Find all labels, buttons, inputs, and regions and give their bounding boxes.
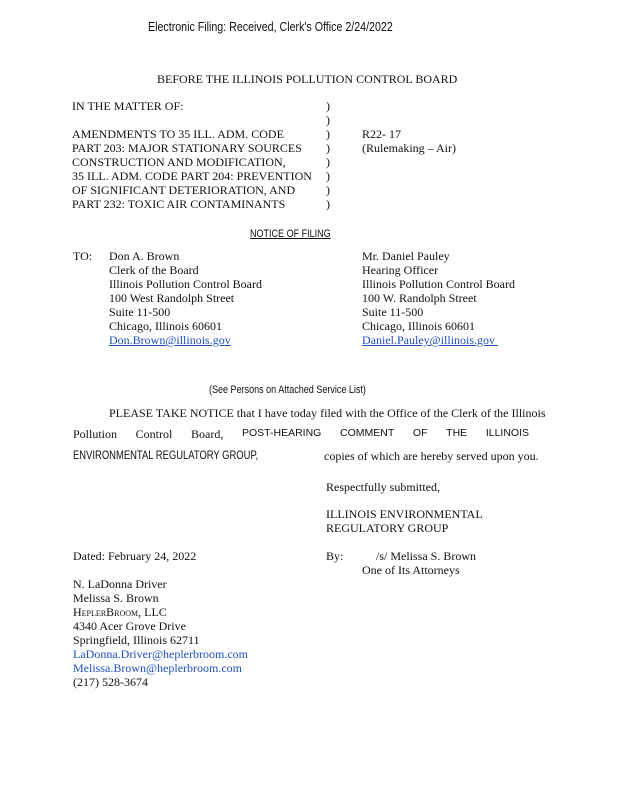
notice-heading xyxy=(250,228,382,240)
filing-title-word: ILLINOIS xyxy=(485,427,529,439)
recipient-title: Clerk of the Board xyxy=(109,263,199,277)
body-word: Board, xyxy=(191,427,224,441)
case-type: (Rulemaking – Air) xyxy=(362,141,456,155)
recipient-address: 100 West Randolph Street xyxy=(109,291,235,305)
caption-line: PART 203: MAJOR STATIONARY SOURCES xyxy=(72,141,302,155)
firm-city: Springfield, Illinois 62711 xyxy=(73,633,200,647)
caption-line: PART 232: TOXIC AIR CONTAMINANTS xyxy=(72,197,286,211)
counsel-contact xyxy=(73,577,248,689)
caption-line: 35 ILL. ADM. CODE PART 204: PREVENTION xyxy=(72,169,312,183)
filing-title-word: OF xyxy=(412,427,428,439)
signing-organization xyxy=(326,507,483,535)
case-number: R22- 17 xyxy=(362,127,401,141)
notice-body-line-2 xyxy=(73,427,529,442)
to-label: TO: xyxy=(73,249,93,263)
filing-title-org: ENVIRONMENTAL REGULATORY GROUP, xyxy=(73,450,259,462)
recipient-email-text: Daniel.Pauley@illinois.gov xyxy=(362,333,496,347)
recipient-email-link[interactable]: Don.Brown@illinois.gov xyxy=(109,333,231,347)
recipient-clerk xyxy=(109,249,262,347)
notice-heading-text: NOTICE OF FILING xyxy=(250,228,331,240)
in-matter-label: IN THE MATTER OF: xyxy=(72,99,184,113)
caption-line: AMENDMENTS TO 35 ILL. ADM. CODE xyxy=(72,127,284,141)
recipient-org: Illinois Pollution Control Board xyxy=(362,277,516,291)
caption-line: OF SIGNIFICANT DETERIORATION, AND xyxy=(72,183,296,197)
firm-name: HeplerBroom, LLC xyxy=(73,605,167,619)
electronic-filing-stamp: Electronic Filing: Received, Clerk's Office 2/24/2022 xyxy=(148,19,393,34)
recipient-org: Illinois Pollution Control Board xyxy=(109,277,263,291)
recipient-title: Hearing Officer xyxy=(362,263,439,277)
service-list-note: (See Persons on Attached Service List) xyxy=(209,384,366,396)
filing-title-word: COMMENT xyxy=(340,427,395,439)
caption-line: CONSTRUCTION AND MODIFICATION, xyxy=(72,155,286,169)
recipient-email-link[interactable] xyxy=(362,333,515,347)
body-word: Control xyxy=(135,427,173,441)
signer-role: One of Its Attorneys xyxy=(362,563,460,577)
closing: Respectfully submitted, xyxy=(326,480,440,494)
caption-paren: ) xyxy=(326,99,330,113)
recipient-hearing-officer xyxy=(362,249,515,347)
filing-title-word: POST-HEARING xyxy=(241,427,322,439)
page-title: BEFORE THE ILLINOIS POLLUTION CONTROL BOARD xyxy=(157,72,458,86)
org-line: REGULATORY GROUP xyxy=(326,521,449,535)
counsel-email-link[interactable]: Melissa.Brown@heplerbroom.com xyxy=(73,661,243,675)
caption-paren: ) xyxy=(326,169,330,183)
caption-paren: ) xyxy=(326,113,330,127)
caption-paren: ) xyxy=(326,141,330,155)
caption-paren: ) xyxy=(326,155,330,169)
notice-body-line-3: copies of which are hereby served upon you. xyxy=(324,449,539,463)
org-line: ILLINOIS ENVIRONMENTAL xyxy=(326,507,483,521)
recipient-name: Mr. Daniel Pauley xyxy=(362,249,450,263)
counsel-email-link[interactable]: LaDonna.Driver@heplerbroom.com xyxy=(73,647,248,661)
caption-paren: ) xyxy=(326,127,330,141)
signature: /s/ Melissa S. Brown xyxy=(376,549,477,563)
recipient-city: Chicago, Illinois 60601 xyxy=(109,319,222,333)
body-word: Pollution xyxy=(73,427,118,441)
recipient-suite: Suite 11-500 xyxy=(109,305,171,319)
counsel-name: Melissa S. Brown xyxy=(73,591,159,605)
counsel-name: N. LaDonna Driver xyxy=(73,577,167,591)
recipient-name: Don A. Brown xyxy=(109,249,180,263)
filing-title-word: THE xyxy=(446,427,468,439)
recipient-suite: Suite 11-500 xyxy=(362,305,424,319)
filing-date: Dated: February 24, 2022 xyxy=(73,549,197,563)
firm-address: 4340 Acer Grove Drive xyxy=(73,619,186,633)
by-label: By: xyxy=(326,549,344,563)
recipient-city: Chicago, Illinois 60601 xyxy=(362,319,475,333)
caption-paren: ) xyxy=(326,183,330,197)
caption-paren: ) xyxy=(326,197,330,211)
caption-text xyxy=(72,127,312,211)
counsel-phone: (217) 528-3674 xyxy=(73,675,148,689)
recipient-address: 100 W. Randolph Street xyxy=(362,291,477,305)
notice-body-line-1: PLEASE TAKE NOTICE that I have today filed with the Office of the Clerk of the Illinois xyxy=(109,406,546,420)
